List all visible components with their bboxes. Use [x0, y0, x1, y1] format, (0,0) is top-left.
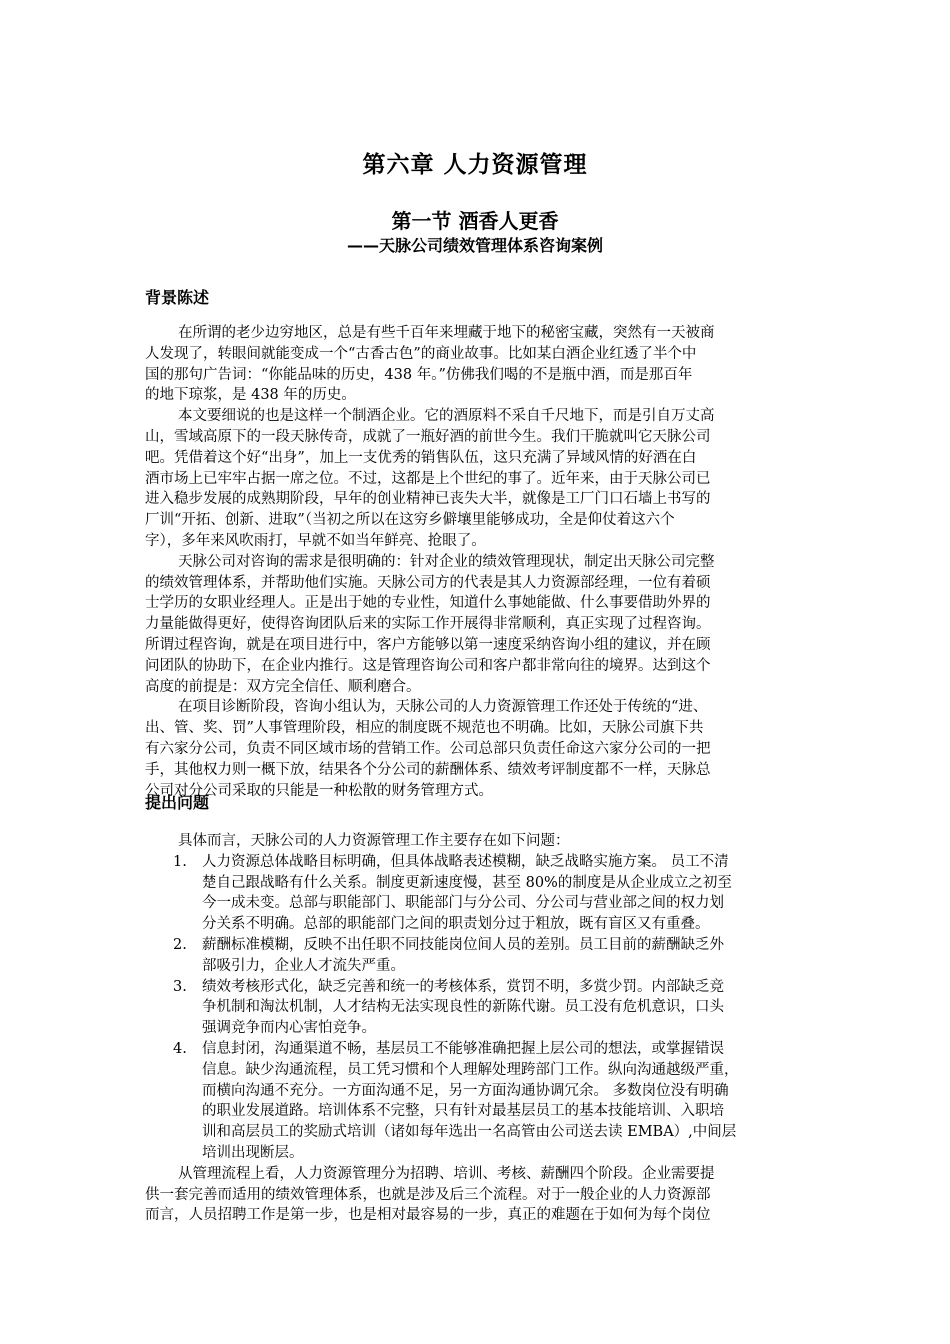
paragraph-line: 出、管、奖、罚”人事管理阶段，相应的制度既不规范也不明确。比如，天脉公司旗下共	[145, 720, 704, 737]
paragraph-line: 手，其他权力则一概下放，结果各个分公司的薪酬体系、绩效考评制度都不一样，天脉总	[145, 761, 711, 778]
problem-item-4	[145, 1039, 825, 1164]
paragraph-line: 士学历的女职业经理人。正是出于她的专业性，知道什么事她能做、什么事要借助外界的	[145, 595, 711, 612]
list-item-line: 争机制和淘汰机制，人才结构无法实现良性的新陈代谢。员工没有危机意识，口头	[202, 999, 724, 1016]
list-item-line: 部吸引力，企业人才流失严重。	[202, 957, 405, 974]
background-heading: 背景陈述	[145, 288, 210, 307]
paragraph-line: 吧。凭借着这个好“出身”，加上一支优秀的销售队伍，这只充满了异域风情的好酒在白	[145, 449, 697, 466]
problems-intro: 具体而言，天脉公司的人力资源管理工作主要存在如下问题：	[178, 833, 570, 849]
list-number: 2.	[173, 936, 187, 953]
problems-heading: 提出问题	[145, 793, 210, 812]
list-number: 3.	[173, 978, 187, 995]
list-item-line: 人力资源总体战略目标明确，但具体战略表述模糊，缺乏战略实施方案。 员工不清	[202, 853, 729, 870]
paragraph-line: 在项目诊断阶段，咨询小组认为，天脉公司的人力资源管理工作还处于传统的“进、	[178, 699, 708, 716]
paragraph-line: 山，雪域高原下的一段天脉传奇，成就了一瓶好酒的前世今生。我们干脆就叫它天脉公司	[145, 428, 711, 445]
problem-item-1	[145, 852, 825, 935]
paragraph-line: 人发现了，转眼间就能变成一个“古香古色”的商业故事。比如某白酒企业红透了半个中	[145, 345, 697, 362]
list-item-line: 楚自己跟战略有什么关系。制度更新速度慢，甚至 80%的制度是从企业成立之初至	[202, 874, 732, 891]
background-body	[145, 323, 825, 801]
paragraph-line: 供一套完善而适用的绩效管理体系，也就是涉及后三个流程。对于一般企业的人力资源部	[145, 1186, 711, 1203]
paragraph-line: 问团队的协助下，在企业内推行。这是管理咨询公司和客户都非常向往的境界。达到这个	[145, 657, 711, 674]
paragraph-line: 字），多年来风吹雨打，早就不如当年鲜亮、抢眼了。	[145, 532, 486, 549]
list-item-line: 薪酬标准模糊，反映不出任职不同技能岗位间人员的差别。员工目前的薪酬缺乏外	[202, 936, 724, 953]
paragraph-line: 有六家分公司，负责不同区域市场的营销工作。公司总部只负责任命这六家分公司的一把	[145, 740, 711, 757]
list-item-line: 强调竞争而内心害怕竞争。	[202, 1020, 376, 1037]
paragraph-line: 从管理流程上看，人力资源管理分为招聘、培训、考核、薪酬四个阶段。企业需要提	[178, 1165, 715, 1182]
problem-item-2	[145, 935, 825, 977]
paragraph-line: 所谓过程咨询，就是在项目进行中，客户方能够以第一速度采纳咨询小组的建议，并在顾	[145, 636, 711, 653]
paragraph-line: 国的那句广告词：“你能品味的历史，438 年。”仿佛我们喝的不是瓶中酒，而是那百年	[145, 366, 693, 383]
paragraph-line: 力量能做得更好，使得咨询团队后来的实际工作开展得非常顺利，真正实现了过程咨询。	[145, 616, 711, 633]
paragraph-line: 酒市场上已牢牢占据一席之位。不过，这都是上个世纪的事了。近年来，由于天脉公司已	[145, 470, 711, 487]
paragraph-line: 厂训“开拓、创新、进取”（当初之所以在这穷乡僻壤里能够成功，全是仰仗着这六个	[145, 512, 675, 529]
list-number: 4.	[173, 1040, 187, 1057]
list-item-line: 训和高层员工的奖励式培训（诸如每年选出一名高管由公司送去读 EMBA）,中间层	[202, 1124, 737, 1141]
list-number: 1.	[173, 853, 187, 870]
paragraph-line: 高度的前提是：双方完全信任、顺利磨合。	[145, 678, 421, 695]
list-item-line: 而横向沟通不充分。一方面沟通不足，另一方面沟通协调冗余。 多数岗位没有明确	[202, 1082, 729, 1099]
list-item-line: 的职业发展道路。培训体系不完整，只有针对最基层员工的基本技能培训、入职培	[202, 1103, 724, 1120]
paragraph-line: 的绩效管理体系，并帮助他们实施。天脉公司方的代表是其人力资源部经理，一位有着硕	[145, 574, 711, 591]
list-item-line: 绩效考核形式化，缺乏完善和统一的考核体系，赏罚不明，多赏少罚。内部缺乏竞	[202, 978, 724, 995]
problem-item-3	[145, 977, 825, 1039]
paragraph-line: 的地下琼浆，是 438 年的历史。	[145, 387, 356, 404]
paragraph-line: 在所谓的老少边穷地区，总是有些千百年来埋藏于地下的秘密宝藏，突然有一天被商	[178, 325, 715, 341]
paragraph-line: 公司对分公司采取的只能是一种松散的财务管理方式。	[145, 782, 493, 799]
list-item-line: 培训出现断层。	[202, 1144, 304, 1161]
paragraph-line: 天脉公司对咨询的需求是很明确的：针对企业的绩效管理现状，制定出天脉公司完整	[178, 553, 715, 570]
list-item-line: 信息。缺少沟通流程，员工凭习惯和个人理解处理跨部门工作。纵向沟通越级严重，	[202, 1061, 739, 1078]
list-item-line: 分关系不明确。总部的职能部门之间的职责划分过于粗放，既有盲区又有重叠。	[202, 916, 710, 933]
section-subtitle: ——天脉公司绩效管理体系咨询案例	[346, 236, 603, 255]
paragraph-line: 进入稳步发展的成熟期阶段，早年的创业精神已丧失大半，就像是工厂门口石墙上书写的	[145, 491, 711, 508]
problems-body	[145, 831, 825, 1226]
paragraph-line: 而言，人员招聘工作是第一步，也是相对最容易的一步，真正的难题在于如何为每个岗位	[145, 1207, 711, 1224]
chapter-title: 第六章 人力资源管理	[362, 152, 588, 178]
list-item-line: 今一成未变。总部与职能部门、职能部门与分公司、分公司与营业部之间的权力划	[202, 895, 724, 912]
section-title: 第一节 酒香人更香	[391, 209, 559, 233]
list-item-line: 信息封闭，沟通渠道不畅，基层员工不能够准确把握上层公司的想法，或掌握错误	[202, 1040, 724, 1057]
paragraph-line: 本文要细说的也是这样一个制酒企业。它的酒原料不采自千尺地下，而是引自万丈高	[178, 408, 715, 425]
